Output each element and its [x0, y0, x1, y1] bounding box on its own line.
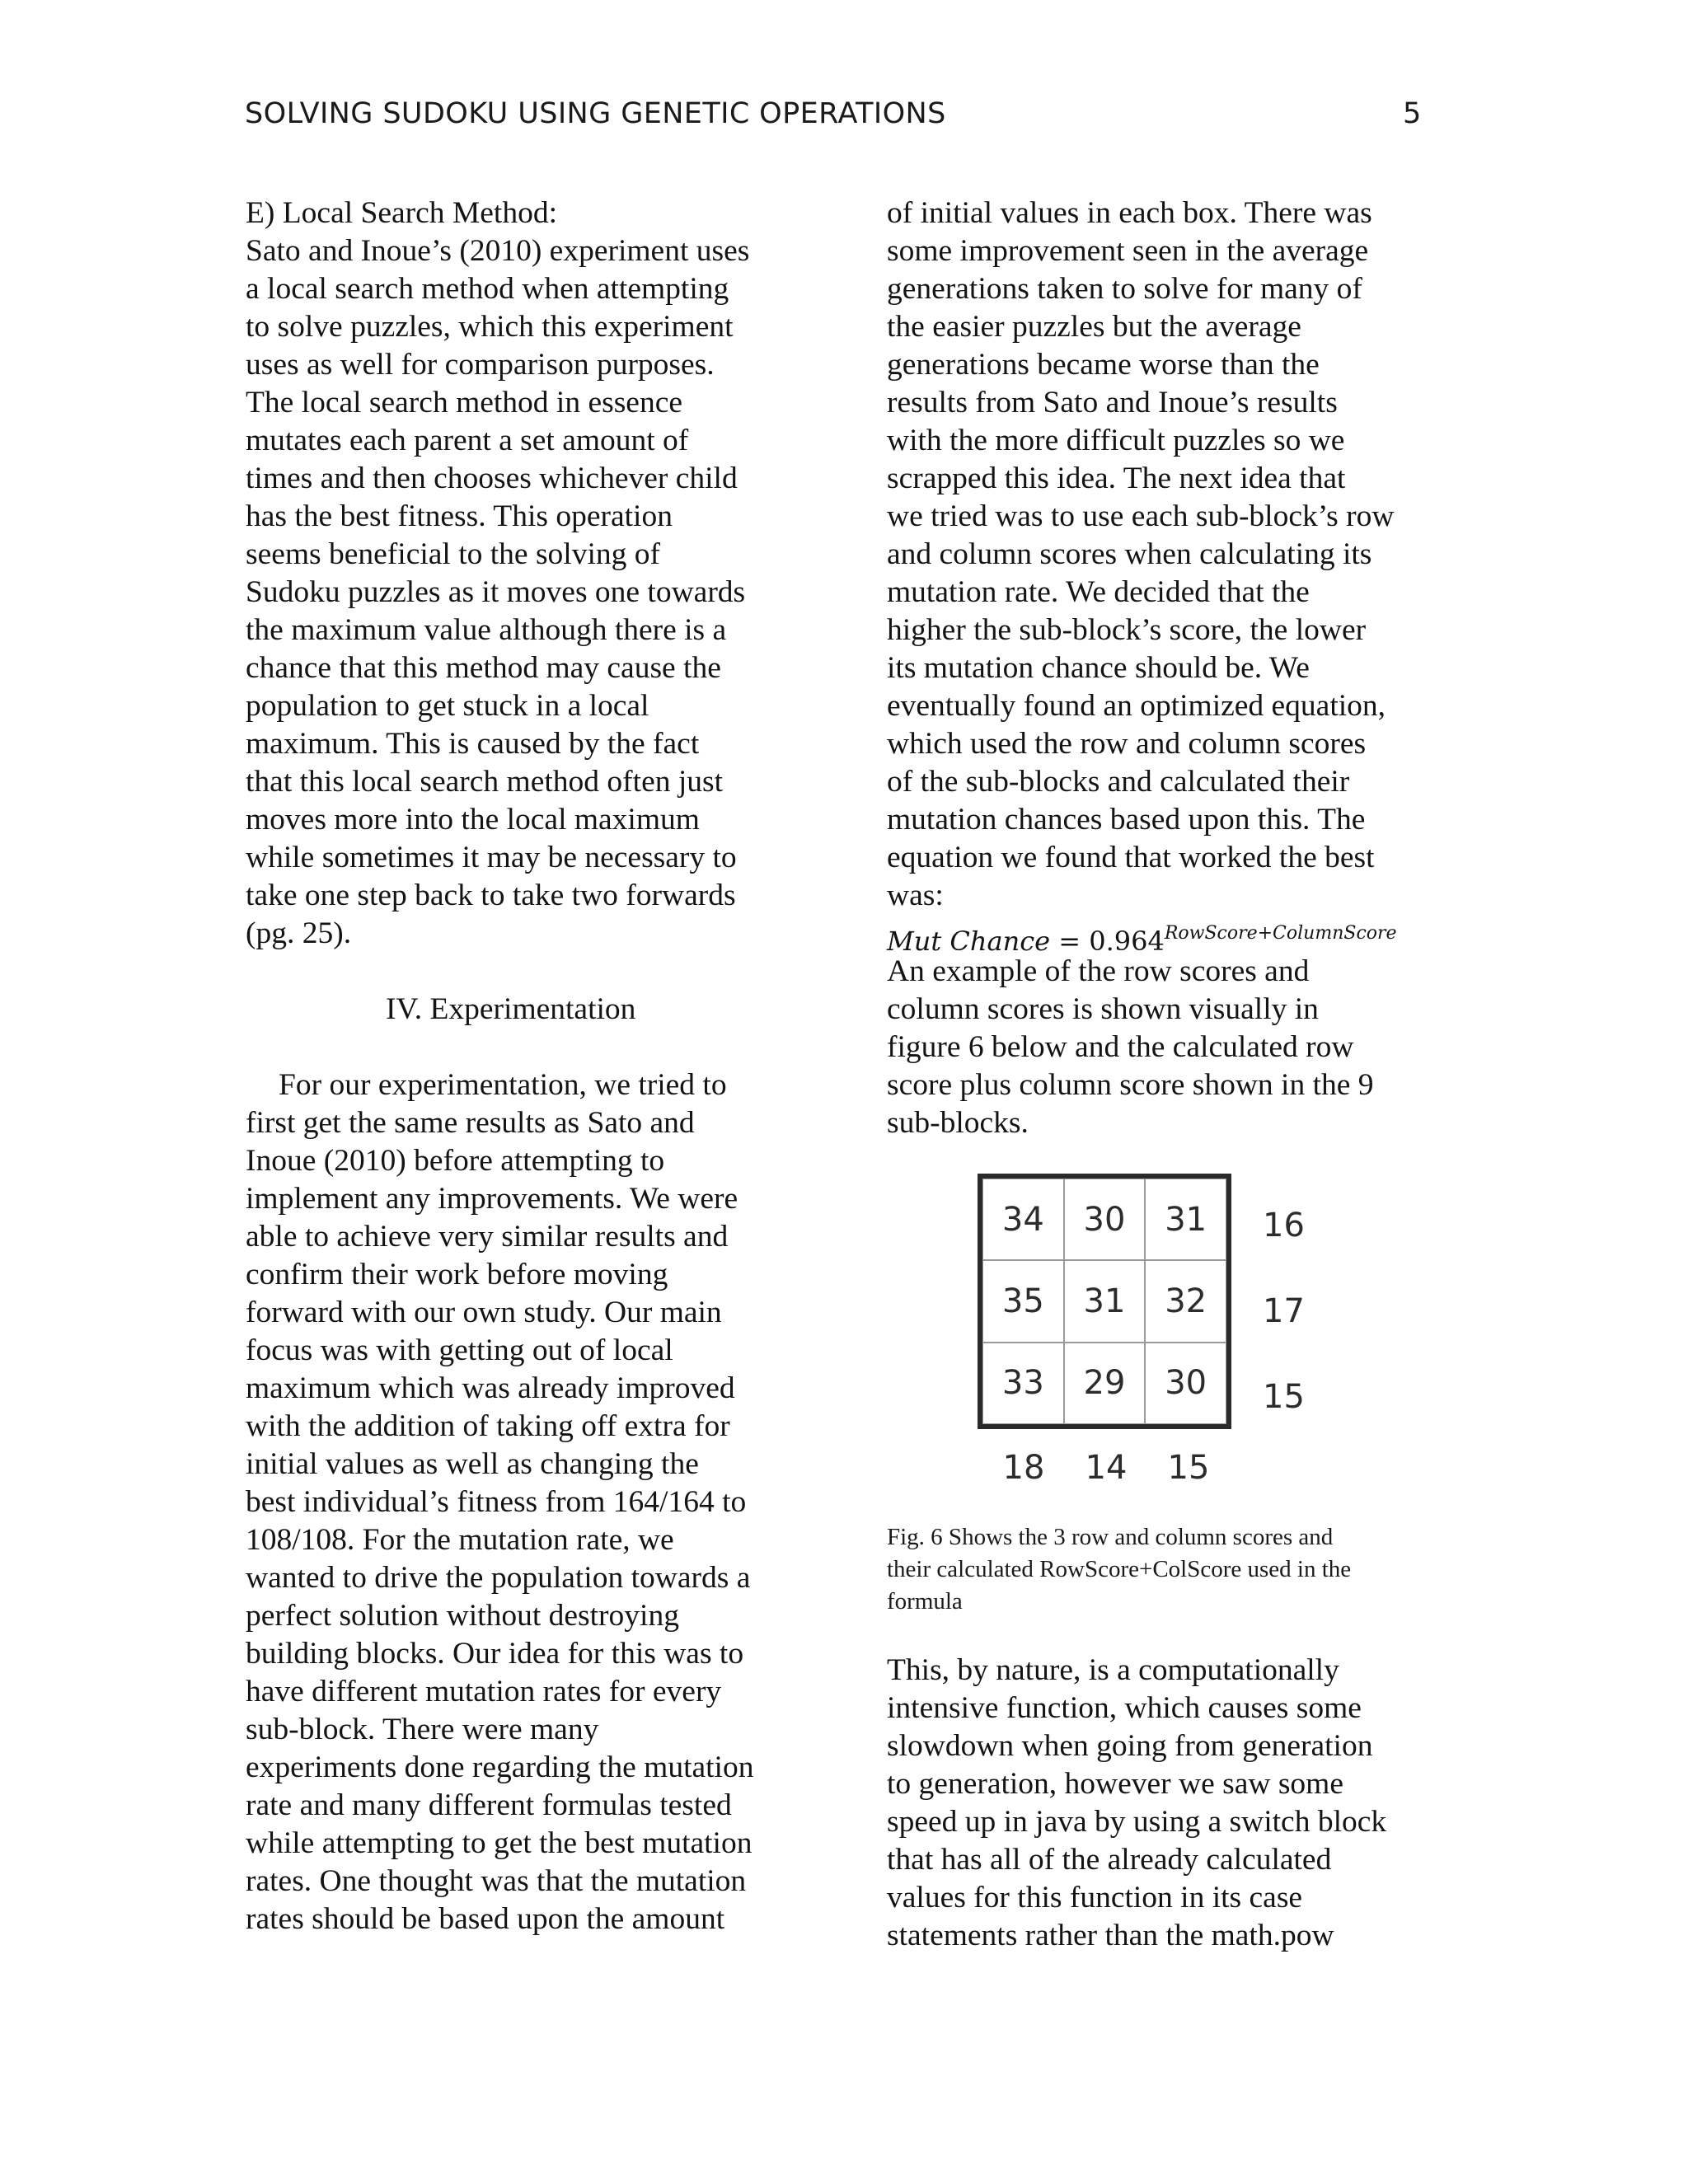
text-line: of the sub-blocks and calculated their	[887, 765, 1350, 799]
text-line: The local search method in essence	[246, 386, 682, 419]
text-line: rates. One thought was that the mutation	[246, 1864, 747, 1898]
caption-line: formula	[887, 1588, 963, 1615]
text-line: the maximum value although there is a	[246, 613, 727, 647]
text-line: scrapped this idea. The next idea that	[887, 462, 1346, 495]
text-line: a local search method when attempting	[246, 272, 729, 306]
sub-block-grid	[978, 1174, 1231, 1429]
grid-cell: 29	[1064, 1343, 1146, 1424]
text-line: with the more difficult puzzles so we	[887, 424, 1345, 457]
text-line: For our experimentation, we tried to	[279, 1068, 727, 1102]
text-line: has the best fitness. This operation	[246, 499, 673, 533]
text-line: chance that this method may cause the	[246, 651, 721, 685]
text-line: (pg. 25).	[246, 916, 352, 950]
text-line: some improvement seen in the average	[887, 234, 1369, 268]
text-line: sub-block. There were many	[246, 1713, 599, 1746]
equation-equals: =	[1050, 926, 1090, 957]
text-line: best individual’s fitness from 164/164 to	[246, 1485, 747, 1519]
text-line: which used the row and column scores	[887, 727, 1367, 761]
text-line: values for this function in its case	[887, 1881, 1303, 1915]
text-line: equation we found that worked the best	[887, 841, 1375, 874]
text-line: while attempting to get the best mutation	[246, 1826, 753, 1860]
grid-cell: 35	[982, 1260, 1064, 1342]
caption-line: Fig. 6 Shows the 3 row and column scores and	[887, 1524, 1334, 1550]
text-line: the easier puzzles but the average	[887, 310, 1301, 344]
text-line: experiments done regarding the mutation	[246, 1750, 754, 1784]
grid-cell: 32	[1145, 1260, 1226, 1342]
text-line: we tried was to use each sub-block’s row	[887, 499, 1395, 533]
text-line: while sometimes it may be necessary to	[246, 841, 737, 874]
column-score: 14	[1085, 1449, 1128, 1487]
grid-cell: 34	[982, 1179, 1064, 1260]
text-line: that has all of the already calculated	[887, 1843, 1332, 1877]
text-line: An example of the row scores and	[887, 954, 1310, 988]
figure-6-score-grid	[978, 1174, 1340, 1495]
text-line: generations became worse than the	[887, 348, 1320, 382]
text-line: of initial values in each box. There was	[887, 196, 1372, 230]
text-line: mutation chances based upon this. The	[887, 803, 1366, 837]
text-line: have different mutation rates for every	[246, 1675, 722, 1708]
text-line: slowdown when going from generation	[887, 1729, 1373, 1763]
subsection-heading: E) Local Search Method:	[246, 196, 557, 230]
right-column	[887, 194, 1447, 1142]
grid-cell: 31	[1145, 1179, 1226, 1260]
text-line: maximum. This is caused by the fact	[246, 727, 700, 761]
text-line: eventually found an optimized equation,	[887, 689, 1386, 723]
text-line: higher the sub-block’s score, the lower	[887, 613, 1367, 647]
text-line: rate and many different formulas tested	[246, 1788, 732, 1822]
grid-cell: 31	[1064, 1260, 1146, 1342]
text-line: uses as well for comparison purposes.	[246, 348, 715, 382]
column-score: 18	[1002, 1449, 1045, 1487]
text-line: first get the same results as Sato and	[246, 1106, 695, 1140]
text-line: and column scores when calculating its	[887, 537, 1372, 571]
text-line: to generation, however we saw some	[887, 1767, 1343, 1801]
row-score: 15	[1263, 1378, 1305, 1416]
text-line: population to get stuck in a local	[246, 689, 649, 723]
grid-cell: 30	[1064, 1179, 1146, 1260]
text-line: forward with our own study. Our main	[246, 1296, 722, 1329]
text-line: take one step back to take two forwards	[246, 879, 736, 912]
text-line: times and then chooses whichever child	[246, 462, 738, 495]
column-score: 15	[1167, 1449, 1210, 1487]
text-line: statements rather than the math.pow	[887, 1919, 1334, 1952]
text-line: that this local search method often just	[246, 765, 724, 799]
text-line: with the addition of taking off extra for	[246, 1409, 730, 1443]
text-line: 108/108. For the mutation rate, we	[246, 1523, 674, 1557]
running-header-title: SOLVING SUDOKU USING GENETIC OPERATIONS	[245, 97, 946, 130]
text-line: confirm their work before moving	[246, 1258, 668, 1291]
text-line: Inoue (2010) before attempting to	[246, 1144, 665, 1178]
section-heading: IV. Experimentation	[386, 992, 636, 1026]
text-line: wanted to drive the population towards a	[246, 1561, 751, 1595]
row-score: 16	[1263, 1207, 1305, 1244]
text-line: moves more into the local maximum	[246, 803, 700, 837]
text-line: building blocks. Our idea for this was to	[246, 1637, 744, 1671]
figure-caption	[887, 1521, 1447, 1618]
text-line: sub-blocks.	[887, 1106, 1029, 1140]
text-line: speed up in java by using a switch block	[887, 1805, 1387, 1839]
text-line: perfect solution without destroying	[246, 1599, 679, 1633]
equation-exponent: RowScore+ColumnScore	[1164, 923, 1397, 944]
equation-base: 0.964	[1089, 926, 1165, 957]
caption-line: their calculated RowScore+ColScore used in the	[887, 1556, 1352, 1582]
text-line: Sato and Inoue’s (2010) experiment uses	[246, 234, 750, 268]
grid-cell: 33	[982, 1343, 1064, 1424]
grid-cell: 30	[1145, 1343, 1226, 1424]
mutation-chance-equation	[887, 915, 1447, 957]
text-line: able to achieve very similar results and	[246, 1220, 729, 1254]
text-line: mutation rate. We decided that the	[887, 575, 1310, 609]
text-line: its mutation chance should be. We	[887, 651, 1310, 685]
text-line: mutates each parent a set amount of	[246, 424, 689, 457]
text-line: generations taken to solve for many of	[887, 272, 1362, 306]
text-line: column scores is shown visually in	[887, 992, 1319, 1026]
text-line: initial values as well as changing the	[246, 1447, 699, 1481]
left-column	[246, 194, 806, 1938]
text-line: to solve puzzles, which this experiment	[246, 310, 734, 344]
text-line: This, by nature, is a computationally	[887, 1653, 1339, 1687]
text-line: results from Sato and Inoue’s results	[887, 386, 1338, 419]
text-line: focus was with getting out of local	[246, 1333, 673, 1367]
text-line: maximum which was already improved	[246, 1371, 735, 1405]
equation-lhs: Mut Chance	[887, 926, 1051, 957]
text-line: intensive function, which causes some	[887, 1691, 1362, 1725]
text-line: was:	[887, 879, 944, 912]
text-line: figure 6 below and the calculated row	[887, 1030, 1354, 1064]
page-number: 5	[1403, 97, 1422, 130]
text-line: implement any improvements. We were	[246, 1182, 738, 1216]
right-column-continued	[887, 1652, 1447, 1955]
text-line: rates should be based upon the amount	[246, 1902, 725, 1936]
text-line: seems beneficial to the solving of	[246, 537, 660, 571]
text-line: score plus column score shown in the 9	[887, 1068, 1374, 1102]
row-score: 17	[1263, 1292, 1305, 1330]
text-line: Sudoku puzzles as it moves one towards	[246, 575, 746, 609]
